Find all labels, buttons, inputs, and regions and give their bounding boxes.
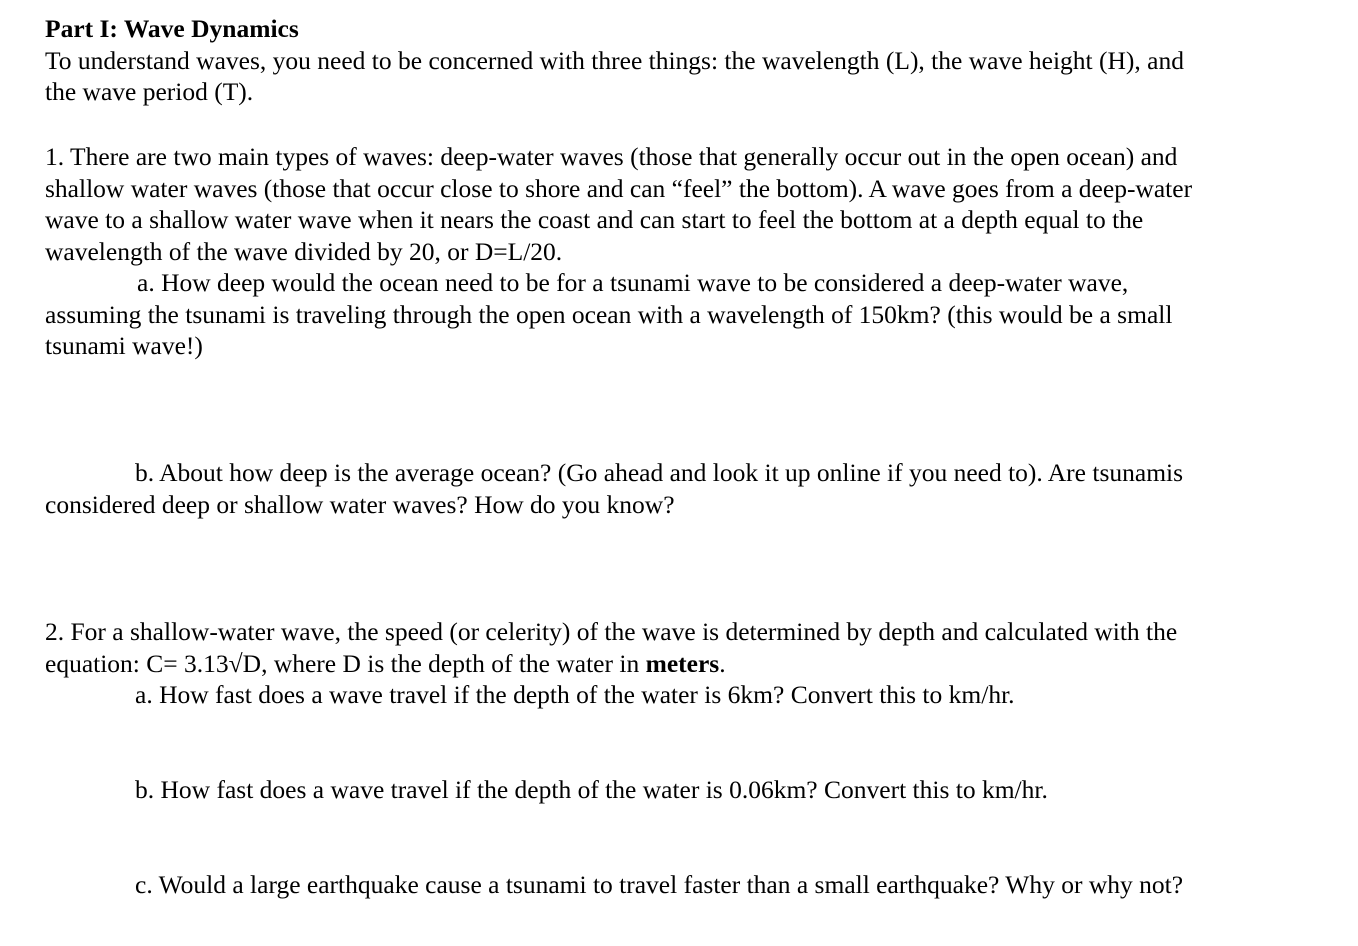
question-2 — [45, 616, 1177, 711]
question-1 — [45, 141, 1192, 362]
question-2-line: 2. For a shallow-water wave, the speed (or celerity) of the wave is determined by depth and calculated with the — [45, 617, 1178, 646]
part-section — [45, 13, 1184, 108]
meters-bold: meters — [645, 648, 720, 678]
question-1-line: shallow water waves (those that occur close to shore and can “feel” the bottom). A wave goes from a deep-water — [45, 173, 1193, 203]
question-2b-block — [45, 774, 1048, 806]
question-1a-line: tsunami wave!) — [45, 331, 203, 360]
section-title: Part I: Wave Dynamics — [45, 14, 299, 43]
question-2a: a. How fast does a wave travel if the depth of the water is 6km? Convert this to km/hr. — [135, 680, 1015, 709]
question-1b-line: considered deep or shallow water waves? How do you know? — [45, 489, 675, 519]
question-1-line: wavelength of the wave divided by 20, or D=L/20. — [45, 236, 563, 266]
question-2-equation-line — [45, 648, 1177, 680]
question-2c: c. Would a large earthquake cause a tsunami to travel faster than a small earthquake? Why or why not? — [135, 870, 1184, 899]
question-1-line: 1. There are two main types of waves: deep-water waves (those that generally occur out in the open ocean) and — [45, 142, 1178, 171]
question-1a-line: assuming the tsunami is traveling through the open ocean with a wavelength of 150km? (this would be a small — [45, 299, 1173, 329]
question-1b — [45, 457, 1183, 520]
question-1-line: wave to a shallow water wave when it nears the coast and can start to feel the bottom at a depth equal to the — [45, 205, 1144, 234]
question-2-equation-text: equation: C= 3.13√D, where D is the depth of the water in — [45, 648, 646, 678]
question-2-period: . — [719, 648, 726, 678]
question-2b: b. How fast does a wave travel if the depth of the water is 0.06km? Convert this to km/hr. — [135, 775, 1048, 804]
question-1a-line: a. How deep would the ocean need to be for a tsunami wave to be considered a deep-water wave, — [137, 268, 1129, 297]
question-2c-block — [45, 869, 1183, 901]
intro-line: the wave period (T). — [45, 77, 254, 106]
question-1b-line: b. About how deep is the average ocean? (Go ahead and look it up online if you need to). Are tsunamis — [135, 458, 1184, 487]
intro-line: To understand waves, you need to be concerned with three things: the wavelength (L), the wave height (H), and — [45, 45, 1184, 75]
